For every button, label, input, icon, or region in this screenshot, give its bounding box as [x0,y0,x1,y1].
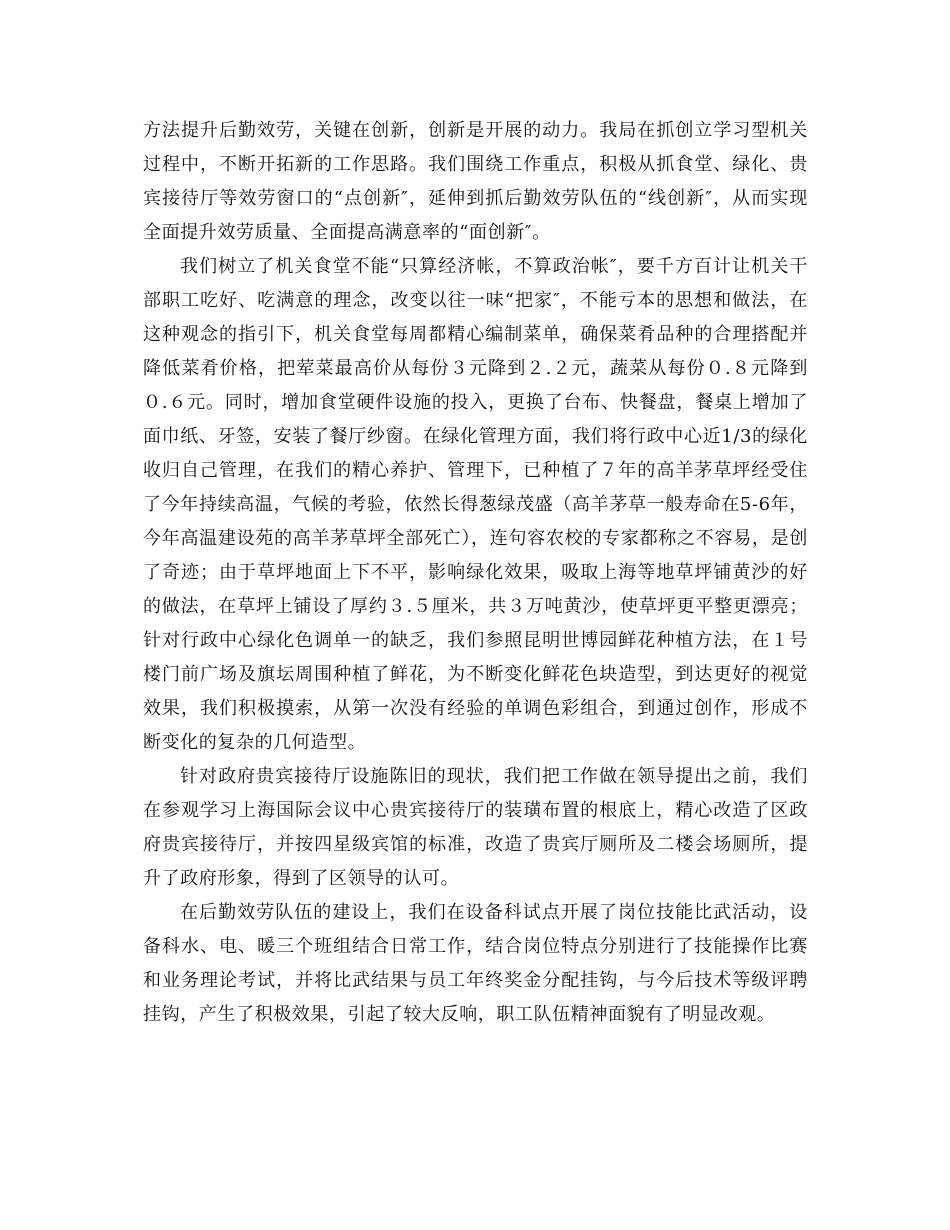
document-body [143,114,808,1032]
paragraph-3: 针对政府贵宾接待厅设施陈旧的现状，我们把工作做在领导提出之前，我们在参观学习上海国际会议中心贵宾接待厅的装璜布置的根底上，精心改造了区政府贵宾接待厅，并按四星级宾馆的标准，改造了贵宾厅厕所及二楼会场厕所，提升了政府形象，得到了区领导的认可。 [143,766,808,889]
paragraph-1: 方法提升后勤效劳，关键在创新，创新是开展的动力。我局在抓创立学习型机关过程中，不断开拓新的工作思路。我们围绕工作重点，积极从抓食堂、绿化、贵宾接待厅等效劳窗口的“点创新″，延伸到抓后勤效劳队伍的“线创新″，从而实现全面提升效劳质量、全面提高满意率的“面创新″。 [143,120,808,243]
paragraph-2: 我们树立了机关食堂不能“只算经济帐，不算政治帐″，要千方百计让机关干部职工吃好、吃满意的理念，改变以往一味“把家″，不能亏本的思想和做法，在这种观念的指引下，机关食堂每周都精心编制菜单，确保菜肴品种的合理搭配并降低菜肴价格，把荤菜最高价从每份３元降到２.２元，蔬菜从每份０.８元降到０.６元。同时，增加食堂硬件设施的投入，更换了台布、快餐盘，餐桌上增加了面巾纸、牙签，安装了餐厅纱窗。在绿化管理方面，我们将行政中心近1/3的绿化收归自己管理，在我们的精心养护、管理下，已种植了７年的高羊茅草坪经受住了今年持续高温，气候的考验，依然长得葱绿茂盛（高羊茅草一般寿命在5-6年，今年高温建设苑的高羊茅草坪全部死亡），连句容农校的专家都称之不容易，是创了奇迹；由于草坪地面上下不平，影响绿化效果，吸取上海等地草坪铺黄沙的好的做法，在草坪上铺设了厚约３.５厘米，共３万吨黄沙，使草坪更平整更漂亮；针对行政中心绿化色调单一的缺乏，我们参照昆明世博园鲜花种植方法，在１号楼门前广场及旗坛周围种植了鲜花，为不断变化鲜花色块造型，到达更好的视觉效果，我们积极摸索，从第一次没有经验的单调色彩组合，到通过创作，形成不断变化的复杂的几何造型。 [143,256,808,753]
paragraph-4: 在后勤效劳队伍的建设上，我们在设备科试点开展了岗位技能比武活动，设备科水、电、暖三个班组结合日常工作，结合岗位特点分别进行了技能操作比赛和业务理论考试，并将比武结果与员工年终奖金分配挂钩，与今后技术等级评聘挂钩，产生了积极效果，引起了较大反响，职工队伍精神面貌有了明显改观。 [143,902,808,1025]
